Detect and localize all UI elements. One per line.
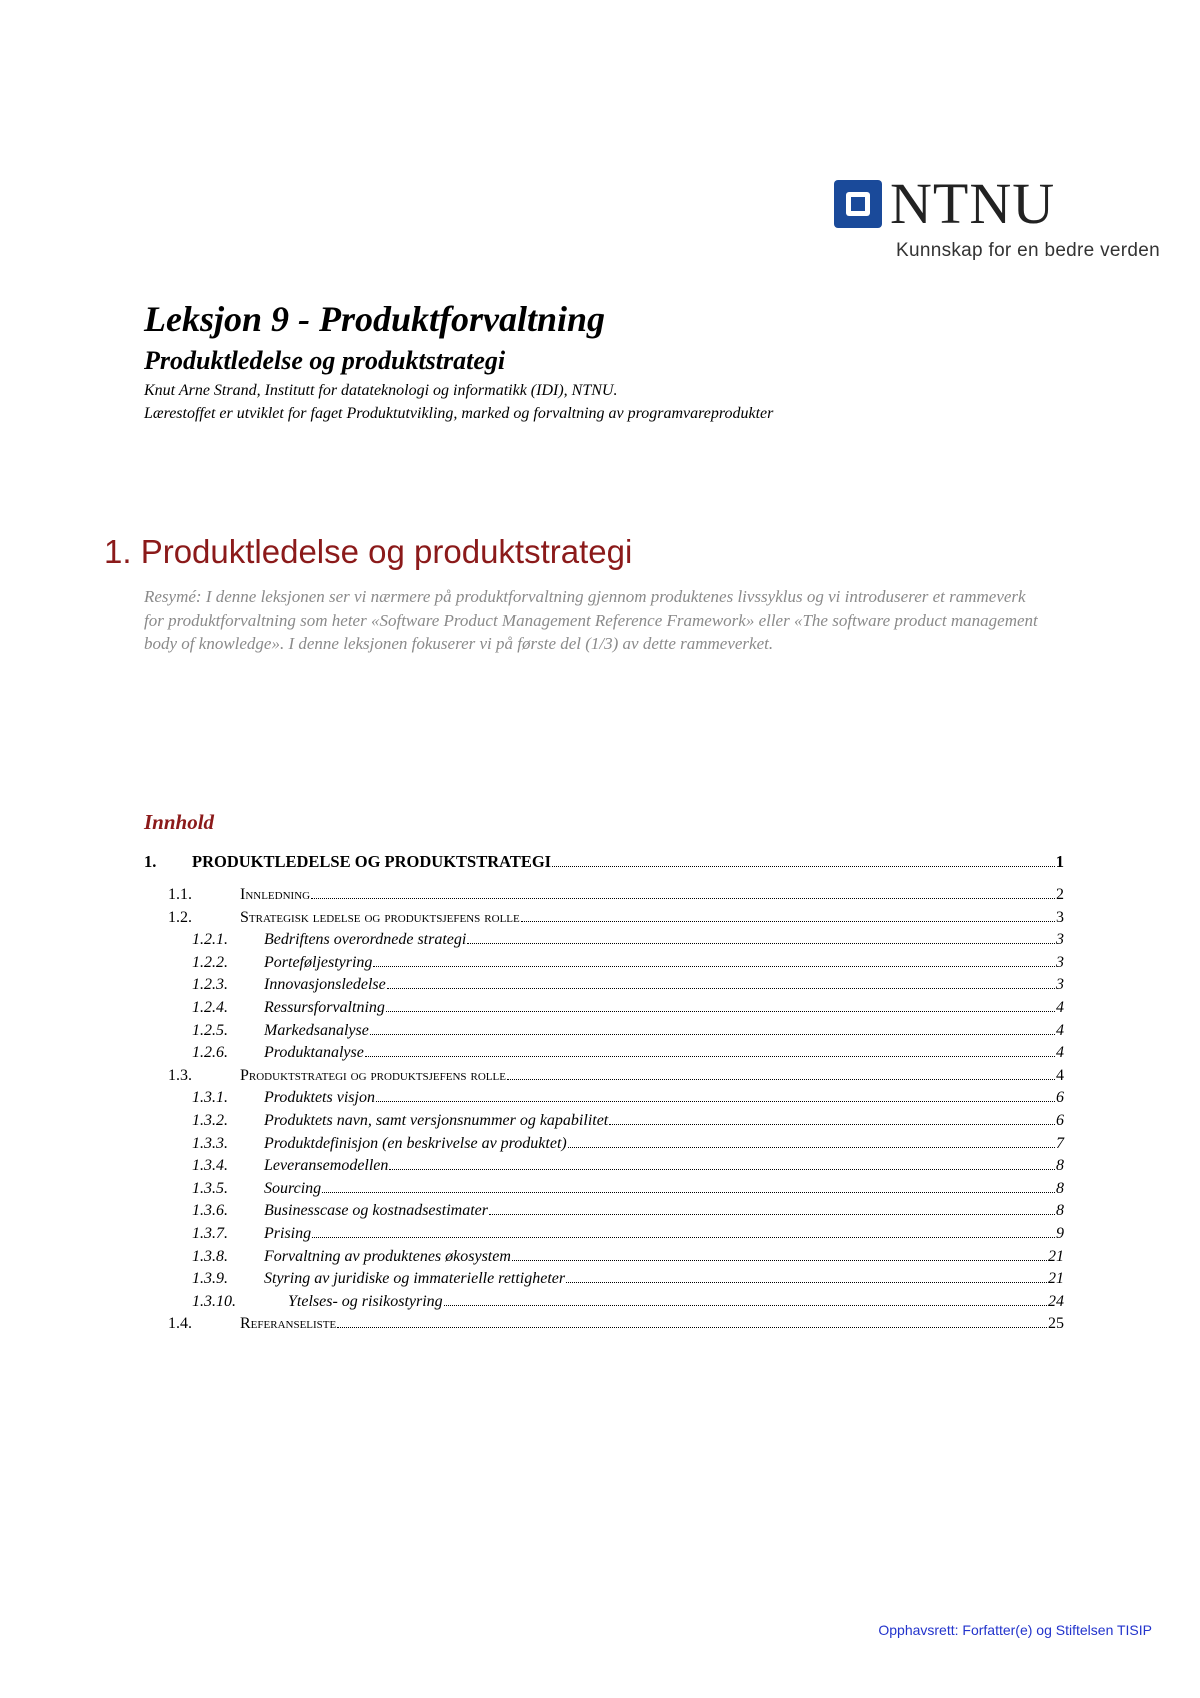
toc-entry[interactable] [144, 954, 1064, 977]
toc-entry-title: Strategisk ledelse og produktsjefens rolle [240, 908, 520, 926]
toc-entry[interactable] [144, 931, 1064, 954]
table-of-contents [144, 852, 1064, 1338]
toc-entry[interactable] [144, 852, 1064, 886]
toc-entry-page: 4 [1056, 1021, 1064, 1039]
toc-leader-dots [444, 1305, 1047, 1306]
toc-leader-dots [609, 1124, 1055, 1125]
toc-entry-title: Porteføljestyring [264, 953, 373, 971]
toc-entry-title: Produktets visjon [264, 1089, 375, 1107]
logo-wordmark: NTNU [890, 171, 1056, 236]
toc-leader-dots [387, 988, 1055, 989]
ntnu-logo-mark-icon [834, 180, 882, 228]
toc-leader-dots [389, 1169, 1055, 1170]
toc-entry[interactable] [144, 1293, 1064, 1316]
toc-entry-number: 1.3. [168, 1066, 192, 1084]
toc-entry[interactable] [144, 1248, 1064, 1271]
toc-entry-title: Innledning [240, 886, 311, 903]
toc-entry-title: Businesscase og kostnadsestimater [264, 1202, 488, 1220]
toc-entry[interactable] [144, 1202, 1064, 1225]
toc-entry[interactable] [144, 909, 1064, 932]
author-line: Knut Arne Strand, Institutt for datateknologi og informatikk (IDI), NTNU. [144, 382, 618, 399]
toc-entry-number: 1.3.2. [192, 1111, 228, 1129]
toc-leader-dots [568, 1147, 1055, 1148]
toc-entry-page: 24 [1048, 1292, 1064, 1310]
toc-leader-dots [512, 1260, 1047, 1261]
toc-entry[interactable] [144, 1112, 1064, 1135]
toc-entry[interactable] [144, 1315, 1064, 1338]
toc-entry-page: 8 [1056, 1157, 1064, 1175]
toc-leader-dots [489, 1214, 1055, 1215]
toc-entry-number: 1.2.4. [192, 998, 228, 1016]
toc-leader-dots [365, 1056, 1055, 1057]
toc-entry-number: 1.2.6. [192, 1044, 228, 1062]
toc-entry-number: 1.4. [168, 1315, 192, 1333]
toc-entry-title: Produktanalyse [264, 1044, 364, 1062]
toc-entry-title: Referanseliste [240, 1315, 337, 1333]
toc-leader-dots [373, 966, 1055, 967]
toc-entry-number: 1.3.8. [192, 1247, 228, 1265]
toc-entry-number: 1.3.9. [192, 1270, 228, 1288]
toc-entry-title: Ytelses- og risikostyring [288, 1292, 443, 1310]
logo-tagline: Kunnskap for en bedre verden [896, 240, 1161, 261]
toc-entry-page: 3 [1056, 908, 1064, 926]
toc-leader-dots [376, 1101, 1055, 1102]
toc-entry-page: 4 [1056, 1066, 1064, 1084]
toc-entry-number: 1.2.2. [192, 953, 228, 971]
toc-entry-title: Prising [264, 1224, 312, 1242]
toc-entry-number: 1.3.4. [192, 1157, 228, 1175]
toc-entry-number: 1.2.1. [192, 931, 228, 949]
toc-leader-dots [507, 1079, 1055, 1080]
toc-entry-title: Sourcing [264, 1179, 322, 1197]
toc-entry-number: 1.3.3. [192, 1134, 228, 1152]
toc-entry-title: Forvaltning av produktenes økosystem [264, 1247, 511, 1265]
copyright-footer: Opphavsrett: Forfatter(e) og Stiftelsen TISIP [878, 1622, 1152, 1638]
toc-entry-number: 1.2.3. [192, 976, 228, 994]
toc-entry-title: Bedriftens overordnede strategi [264, 931, 467, 949]
toc-entry[interactable] [144, 1135, 1064, 1158]
toc-leader-dots [337, 1327, 1047, 1328]
toc-leader-dots [311, 898, 1055, 899]
toc-leader-dots [552, 866, 1055, 867]
toc-entry-title: PRODUKTLEDELSE OG PRODUKTSTRATEGI [192, 852, 552, 871]
toc-entry-page: 8 [1056, 1179, 1064, 1197]
toc-leader-dots [467, 943, 1055, 944]
toc-entry[interactable] [144, 976, 1064, 999]
toc-entry-page: 21 [1048, 1270, 1064, 1288]
toc-entry-page: 1 [1055, 852, 1064, 871]
toc-leader-dots [312, 1237, 1055, 1238]
toc-entry[interactable] [144, 1270, 1064, 1293]
toc-entry-page: 7 [1056, 1134, 1064, 1152]
toc-entry[interactable] [144, 1157, 1064, 1180]
toc-entry-number: 1.3.1. [192, 1089, 228, 1107]
toc-entry-page: 3 [1056, 931, 1064, 949]
toc-entry-number: 1.3.7. [192, 1224, 228, 1242]
toc-entry-title: Produktstrategi og produktsjefens rolle [240, 1066, 506, 1084]
toc-entry[interactable] [144, 1089, 1064, 1112]
toc-leader-dots [370, 1034, 1055, 1035]
toc-entry-title: Ressursforvaltning [264, 998, 385, 1016]
toc-entry-number: 1.3.6. [192, 1202, 228, 1220]
toc-entry-title: Produktdefinisjon (en beskrivelse av produktet) [264, 1134, 567, 1152]
abstract-paragraph: Resymé: I denne leksjonen ser vi nærmere på produktforvaltning gjennom produktenes livssyklus og vi introduserer et rammeverk for produktforvaltning som heter «Software Product Management Reference Framework» eller «The software product management body of knowledge». I denne leksjonen fokuserer vi på første del (1/3) av dette rammeverket. [144, 587, 1038, 653]
toc-entry-title: Markedsanalyse [264, 1021, 369, 1039]
toc-entry[interactable] [144, 1067, 1064, 1090]
toc-entry-title: Styring av juridiske og immaterielle rettigheter [264, 1270, 566, 1288]
toc-entry-number: 1.1. [168, 886, 192, 903]
toc-entry-page: 4 [1056, 1044, 1064, 1062]
toc-entry-number: 1. [144, 852, 157, 871]
toc-entry-page: 3 [1056, 976, 1064, 994]
toc-entry-page: 6 [1056, 1089, 1064, 1107]
toc-entry[interactable] [144, 1044, 1064, 1067]
document-title: Leksjon 9 - Produktforvaltning [144, 299, 606, 339]
toc-entry-title: Innovasjonsledelse [264, 976, 386, 994]
toc-entry-page: 8 [1056, 1202, 1064, 1220]
toc-entry[interactable] [144, 1225, 1064, 1248]
toc-entry-title: Produktets navn, samt versjonsnummer og kapabilitet [264, 1111, 609, 1129]
toc-entry-page: 2 [1056, 886, 1064, 903]
toc-leader-dots [322, 1192, 1055, 1193]
toc-leader-dots [521, 921, 1055, 922]
toc-entry-number: 1.2.5. [192, 1021, 228, 1039]
toc-entry-number: 1.2. [168, 908, 192, 926]
toc-entry-page: 6 [1056, 1111, 1064, 1129]
toc-entry-page: 3 [1056, 953, 1064, 971]
toc-entry[interactable] [144, 1180, 1064, 1203]
document-subtitle: Produktledelse og produktstrategi [144, 346, 506, 375]
toc-heading: Innhold [144, 810, 215, 834]
toc-entry[interactable] [144, 1022, 1064, 1045]
section-heading: 1. Produktledelse og produktstrategi [104, 533, 633, 570]
ntnu-logo [834, 171, 1161, 270]
course-line: Lærestoffet er utviklet for faget Produktutvikling, marked og forvaltning av programvareprodukter [144, 405, 774, 422]
toc-leader-dots [386, 1011, 1055, 1012]
toc-entry-page: 25 [1048, 1315, 1064, 1333]
toc-entry-page: 21 [1048, 1247, 1064, 1265]
toc-leader-dots [566, 1282, 1047, 1283]
toc-entry[interactable] [144, 886, 1064, 909]
toc-entry-page: 9 [1056, 1224, 1064, 1242]
toc-entry-number: 1.3.10. [192, 1292, 236, 1310]
toc-entry-title: Leveransemodellen [264, 1157, 389, 1175]
toc-entry-number: 1.3.5. [192, 1179, 228, 1197]
toc-entry-page: 4 [1056, 998, 1064, 1016]
toc-entry[interactable] [144, 999, 1064, 1022]
